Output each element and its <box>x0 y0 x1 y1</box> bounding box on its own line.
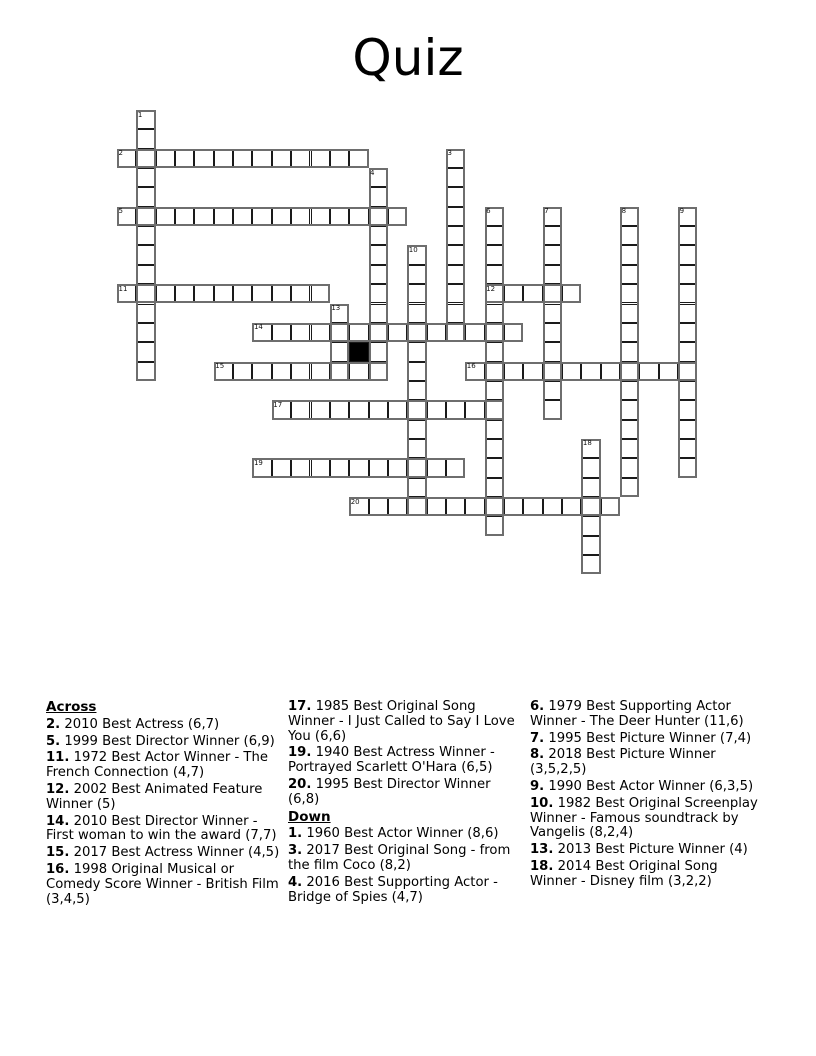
grid-cell[interactable] <box>369 265 388 284</box>
grid-cell[interactable] <box>136 342 155 361</box>
grid-cell[interactable] <box>485 265 504 284</box>
clue: 5. 1999 Best Director Winner (6,9) <box>46 733 275 749</box>
grid-cell[interactable] <box>369 400 388 419</box>
grid-cell[interactable] <box>311 362 330 381</box>
grid-cell[interactable] <box>581 555 600 574</box>
grid-cell[interactable] <box>349 149 368 168</box>
clue-number: 13. <box>530 842 554 858</box>
grid-cell[interactable] <box>446 323 465 342</box>
grid-cell[interactable] <box>407 478 426 497</box>
cell-number: 17 <box>273 400 283 409</box>
grid-cell[interactable] <box>272 207 291 226</box>
page-title: Quiz <box>352 29 464 87</box>
grid-cell[interactable] <box>562 362 581 381</box>
clue: 13. 2013 Best Picture Winner (4) <box>530 842 748 858</box>
clue-number: 16. <box>46 861 70 877</box>
grid-cell[interactable] <box>252 362 271 381</box>
grid-cell[interactable] <box>620 265 639 284</box>
grid-cell[interactable] <box>446 458 465 477</box>
grid-cell[interactable] <box>194 149 213 168</box>
clue-number: 11. <box>46 750 70 766</box>
grid-cell[interactable] <box>581 439 600 458</box>
grid-cell[interactable] <box>407 362 426 381</box>
cell-number: 16 <box>466 362 476 371</box>
cell-number: 10 <box>408 245 418 254</box>
grid-cell[interactable] <box>523 284 542 303</box>
grid-cell[interactable] <box>136 323 155 342</box>
clue-number: 7. <box>530 730 545 746</box>
grid-cell[interactable] <box>543 381 562 400</box>
grid-cell[interactable] <box>485 497 504 516</box>
clue: 12. 2002 Best Animated Feature Winner (5) <box>46 781 263 812</box>
grid-cell[interactable] <box>446 149 465 168</box>
grid-cell[interactable] <box>678 439 697 458</box>
grid-cell[interactable] <box>620 245 639 264</box>
grid-cell[interactable] <box>446 400 465 419</box>
clue-number: 18. <box>530 858 554 874</box>
cell-number: 19 <box>253 458 263 467</box>
grid-cell[interactable] <box>330 323 349 342</box>
grid-cell[interactable] <box>446 304 465 323</box>
grid-cell[interactable] <box>601 497 620 516</box>
clue-number: 17. <box>288 699 312 714</box>
grid-cell[interactable] <box>291 323 310 342</box>
cell-number: 12 <box>486 284 496 293</box>
grid-cell[interactable] <box>543 265 562 284</box>
clue: 11. 1972 Best Actor Winner - The French Connection (4,7) <box>46 750 268 781</box>
grid-cell[interactable] <box>330 304 349 323</box>
grid-cell[interactable] <box>620 342 639 361</box>
grid-cell[interactable] <box>678 207 697 226</box>
clue-number: 10. <box>530 795 554 811</box>
cell-number: 9 <box>679 207 685 216</box>
grid-cell[interactable] <box>620 400 639 419</box>
grid-cell[interactable] <box>543 226 562 245</box>
cell-number: 20 <box>350 497 360 506</box>
grid-cell[interactable] <box>369 342 388 361</box>
grid-cell[interactable] <box>369 304 388 323</box>
grid-cell[interactable] <box>330 362 349 381</box>
grid-cell[interactable] <box>136 110 155 129</box>
grid-cell[interactable] <box>523 497 542 516</box>
cell-number: 6 <box>486 207 491 216</box>
cell-number: 18 <box>582 439 592 448</box>
grid-cell[interactable] <box>369 323 388 342</box>
grid-cell[interactable] <box>620 478 639 497</box>
grid-cell[interactable] <box>252 284 271 303</box>
clue-column-1 <box>46 700 280 909</box>
grid-cell[interactable] <box>543 323 562 342</box>
clue-number: 19. <box>288 745 312 761</box>
grid-cell[interactable] <box>311 207 330 226</box>
grid-cell[interactable] <box>311 284 330 303</box>
grid-cell[interactable] <box>117 207 136 226</box>
grid-cell[interactable] <box>678 226 697 245</box>
cell-number: 14 <box>253 323 263 332</box>
grid-cell[interactable] <box>136 304 155 323</box>
clue: 7. 1995 Best Picture Winner (7,4) <box>530 730 752 746</box>
grid-cell[interactable] <box>272 149 291 168</box>
grid-cell[interactable] <box>214 207 233 226</box>
grid-cell[interactable] <box>136 226 155 245</box>
cell-number: 11 <box>118 284 128 293</box>
grid-cell[interactable] <box>407 265 426 284</box>
grid-cell[interactable] <box>446 207 465 226</box>
grid-cell[interactable] <box>330 207 349 226</box>
grid-cell[interactable] <box>678 400 697 419</box>
grid-cell[interactable] <box>291 400 310 419</box>
grid-cell[interactable] <box>136 284 155 303</box>
grid-cell[interactable] <box>446 245 465 264</box>
grid-cell[interactable] <box>369 226 388 245</box>
grid-cell[interactable] <box>156 284 175 303</box>
grid-cell[interactable] <box>485 381 504 400</box>
grid-cell[interactable] <box>407 458 426 477</box>
grid-cell[interactable] <box>136 265 155 284</box>
clue: 9. 1990 Best Actor Winner (6,3,5) <box>530 778 754 794</box>
grid-cell[interactable] <box>504 284 523 303</box>
grid-cell[interactable] <box>620 420 639 439</box>
grid-cell[interactable] <box>620 458 639 477</box>
grid-cell[interactable] <box>330 458 349 477</box>
grid-cell[interactable] <box>485 458 504 477</box>
grid-cell[interactable] <box>581 458 600 477</box>
grid-cell[interactable] <box>214 149 233 168</box>
grid-cell[interactable] <box>485 439 504 458</box>
clue: 15. 2017 Best Actress Winner (4,5) <box>46 845 280 861</box>
grid-cell[interactable] <box>349 323 368 342</box>
clue-number: 14. <box>46 813 70 829</box>
grid-cell[interactable] <box>485 342 504 361</box>
grid-cell[interactable] <box>214 362 233 381</box>
grid-cell[interactable] <box>407 323 426 342</box>
cell-number: 4 <box>370 168 375 177</box>
grid-cell[interactable] <box>427 458 446 477</box>
cell-number: 7 <box>544 207 549 216</box>
grid-cell[interactable] <box>407 439 426 458</box>
grid-cell[interactable] <box>349 400 368 419</box>
grid-cell[interactable] <box>620 381 639 400</box>
clue-number: 12. <box>46 781 70 797</box>
grid-cell[interactable] <box>543 497 562 516</box>
grid-cell[interactable] <box>388 323 407 342</box>
grid-cell[interactable] <box>272 284 291 303</box>
grid-cell[interactable] <box>194 207 213 226</box>
grid-cell[interactable] <box>620 284 639 303</box>
grid-cell[interactable] <box>581 362 600 381</box>
grid-cell[interactable] <box>369 168 388 187</box>
grid-cell[interactable] <box>175 284 194 303</box>
grid-cell[interactable] <box>465 323 484 342</box>
across-heading: Across <box>46 699 97 715</box>
grid-cell[interactable] <box>388 497 407 516</box>
clue: 1. 1960 Best Actor Winner (8,6) <box>288 826 499 842</box>
grid-cell[interactable] <box>136 362 155 381</box>
crossword-grid <box>117 110 698 575</box>
grid-cell[interactable] <box>543 304 562 323</box>
clue-column-3 <box>530 700 764 909</box>
grid-cell[interactable] <box>678 265 697 284</box>
grid-cell[interactable] <box>446 497 465 516</box>
grid-cell[interactable] <box>272 323 291 342</box>
grid-cell[interactable] <box>562 497 581 516</box>
cell-number: 1 <box>137 110 143 119</box>
down-heading: Down <box>288 808 331 825</box>
grid-cell[interactable] <box>543 400 562 419</box>
grid-cell[interactable] <box>252 458 271 477</box>
grid-cell[interactable] <box>233 207 252 226</box>
cell-number: 8 <box>621 207 627 216</box>
clue-number: 20. <box>288 776 312 792</box>
clue: 3. 2017 Best Original Song - from the film Coco (8,2) <box>288 843 511 873</box>
grid-cell[interactable] <box>136 149 155 168</box>
grid-cell[interactable] <box>407 304 426 323</box>
grid-cell[interactable] <box>407 400 426 419</box>
cell-number: 3 <box>447 149 452 158</box>
grid-cell[interactable] <box>291 458 310 477</box>
grid-cell[interactable] <box>214 284 233 303</box>
grid-cell[interactable] <box>581 536 600 555</box>
grid-cell[interactable] <box>465 497 484 516</box>
grid-cell[interactable] <box>446 226 465 245</box>
grid-cell[interactable] <box>485 362 504 381</box>
grid-cell[interactable] <box>581 497 600 516</box>
clues-section <box>46 700 772 909</box>
grid-cell[interactable] <box>407 342 426 361</box>
grid-cell[interactable] <box>678 362 697 381</box>
grid-cell[interactable] <box>485 207 504 226</box>
grid-cell[interactable] <box>407 420 426 439</box>
grid-cell[interactable] <box>349 207 368 226</box>
grid-cell[interactable] <box>175 207 194 226</box>
clue-number: 1. <box>288 826 303 842</box>
grid-cell[interactable] <box>465 400 484 419</box>
clue-number: 2. <box>46 716 61 732</box>
grid-cell[interactable] <box>407 284 426 303</box>
clue: 6. 1979 Best Supporting Actor Winner - The Deer Hunter (11,6) <box>530 699 744 729</box>
grid-cell[interactable] <box>543 207 562 226</box>
clue-number: 8. <box>530 747 545 763</box>
clue: 18. 2014 Best Original Song Winner - Disney film (3,2,2) <box>530 858 718 889</box>
clue: 17. 1985 Best Original Song Winner - I Just Called to Say I Love You (6,6) <box>288 699 515 744</box>
grid-cell[interactable] <box>485 420 504 439</box>
grid-cell[interactable] <box>349 458 368 477</box>
grid-cell[interactable] <box>272 400 291 419</box>
grid-cell[interactable] <box>369 458 388 477</box>
grid-cell[interactable] <box>543 362 562 381</box>
grid-cell[interactable] <box>427 323 446 342</box>
clue-column-2 <box>288 700 522 909</box>
grid-cell[interactable] <box>349 497 368 516</box>
grid-cell[interactable] <box>388 458 407 477</box>
grid-cell[interactable] <box>485 304 504 323</box>
grid-cell[interactable] <box>117 149 136 168</box>
grid-cell[interactable] <box>136 245 155 264</box>
grid-cell[interactable] <box>369 207 388 226</box>
grid-cell[interactable] <box>678 381 697 400</box>
grid-cell[interactable] <box>369 284 388 303</box>
grid-cell[interactable] <box>543 284 562 303</box>
grid-cell[interactable] <box>601 362 620 381</box>
black-cell <box>349 342 368 361</box>
clue: 16. 1998 Original Musical or Comedy Score Winner - British Film (3,4,5) <box>46 861 279 907</box>
grid-cell[interactable] <box>678 420 697 439</box>
grid-cell[interactable] <box>620 207 639 226</box>
grid-cell[interactable] <box>291 149 310 168</box>
grid-cell[interactable] <box>620 226 639 245</box>
grid-cell[interactable] <box>485 323 504 342</box>
grid-cell[interactable] <box>136 207 155 226</box>
grid-cell[interactable] <box>407 497 426 516</box>
grid-cell[interactable] <box>136 129 155 148</box>
grid-cell[interactable] <box>427 497 446 516</box>
grid-cell[interactable] <box>485 226 504 245</box>
clue: 20. 1995 Best Director Winner (6,8) <box>288 776 491 807</box>
grid-cell[interactable] <box>639 362 658 381</box>
grid-cell[interactable] <box>678 245 697 264</box>
clue: 14. 2010 Best Director Winner - First woman to win the award (7,7) <box>46 813 277 844</box>
grid-cell[interactable] <box>252 323 271 342</box>
grid-cell[interactable] <box>156 207 175 226</box>
grid-cell[interactable] <box>485 400 504 419</box>
grid-cell[interactable] <box>446 265 465 284</box>
grid-cell[interactable] <box>369 497 388 516</box>
grid-cell[interactable] <box>349 362 368 381</box>
grid-cell[interactable] <box>543 245 562 264</box>
grid-cell[interactable] <box>427 400 446 419</box>
grid-cell[interactable] <box>678 323 697 342</box>
grid-cell[interactable] <box>485 245 504 264</box>
grid-cell[interactable] <box>175 149 194 168</box>
grid-cell[interactable] <box>233 362 252 381</box>
grid-cell[interactable] <box>330 400 349 419</box>
clue: 19. 1940 Best Actress Winner - Portrayed Scarlett O'Hara (6,5) <box>288 745 495 776</box>
grid-cell[interactable] <box>485 284 504 303</box>
grid-cell[interactable] <box>369 187 388 206</box>
grid-cell[interactable] <box>620 304 639 323</box>
grid-cell[interactable] <box>272 458 291 477</box>
grid-cell[interactable] <box>504 497 523 516</box>
cell-number: 13 <box>331 304 341 312</box>
grid-cell[interactable] <box>659 362 678 381</box>
grid-cell[interactable] <box>581 478 600 497</box>
grid-cell[interactable] <box>311 323 330 342</box>
grid-cell[interactable] <box>678 458 697 477</box>
grid-cell[interactable] <box>272 362 291 381</box>
grid-cell[interactable] <box>407 245 426 264</box>
grid-cell[interactable] <box>388 207 407 226</box>
grid-cell[interactable] <box>446 168 465 187</box>
grid-cell[interactable] <box>678 304 697 323</box>
grid-cell[interactable] <box>523 362 542 381</box>
grid-cell[interactable] <box>291 284 310 303</box>
grid-cell[interactable] <box>678 342 697 361</box>
grid-cell[interactable] <box>194 284 213 303</box>
cell-number: 15 <box>215 362 225 371</box>
grid-cell[interactable] <box>581 516 600 535</box>
grid-cell[interactable] <box>291 207 310 226</box>
grid-cell[interactable] <box>136 187 155 206</box>
grid-cell[interactable] <box>620 362 639 381</box>
clue-number: 5. <box>46 733 61 749</box>
grid-cell[interactable] <box>388 400 407 419</box>
clue: 10. 1982 Best Original Screenplay Winner - Famous soundtrack by Vangelis (8,2,4) <box>530 795 758 841</box>
grid-cell[interactable] <box>311 149 330 168</box>
cell-number: 2 <box>118 149 123 158</box>
grid-cell[interactable] <box>562 284 581 303</box>
grid-cell[interactable] <box>369 245 388 264</box>
grid-cell[interactable] <box>485 478 504 497</box>
grid-cell[interactable] <box>291 362 310 381</box>
grid-cell[interactable] <box>252 207 271 226</box>
grid-cell[interactable] <box>311 400 330 419</box>
grid-cell[interactable] <box>504 323 523 342</box>
grid-cell[interactable] <box>465 362 484 381</box>
grid-cell[interactable] <box>678 284 697 303</box>
grid-cell[interactable] <box>136 168 155 187</box>
grid-cell[interactable] <box>252 149 271 168</box>
clue-number: 6. <box>530 699 545 714</box>
grid-cell[interactable] <box>117 284 136 303</box>
grid-cell[interactable] <box>407 381 426 400</box>
grid-cell[interactable] <box>543 342 562 361</box>
grid-cell[interactable] <box>233 284 252 303</box>
clue-number: 4. <box>288 874 303 890</box>
grid-cell[interactable] <box>620 323 639 342</box>
clue: 2. 2010 Best Actress (6,7) <box>46 716 220 732</box>
grid-cell[interactable] <box>311 458 330 477</box>
clue-number: 9. <box>530 778 545 794</box>
grid-cell[interactable] <box>620 439 639 458</box>
clue-number: 15. <box>46 845 70 861</box>
grid-cell[interactable] <box>330 149 349 168</box>
cell-number: 5 <box>118 207 123 216</box>
grid-cell[interactable] <box>156 149 175 168</box>
clue: 4. 2016 Best Supporting Actor - Bridge of Spies (4,7) <box>288 874 498 905</box>
grid-cell[interactable] <box>446 284 465 303</box>
grid-cell[interactable] <box>446 187 465 206</box>
grid-cell[interactable] <box>233 149 252 168</box>
clue: 8. 2018 Best Picture Winner (3,5,2,5) <box>530 747 716 778</box>
grid-cell[interactable] <box>330 342 349 361</box>
grid-cell[interactable] <box>369 362 388 381</box>
grid-cell[interactable] <box>485 516 504 535</box>
clue-number: 3. <box>288 843 303 859</box>
grid-cell[interactable] <box>504 362 523 381</box>
